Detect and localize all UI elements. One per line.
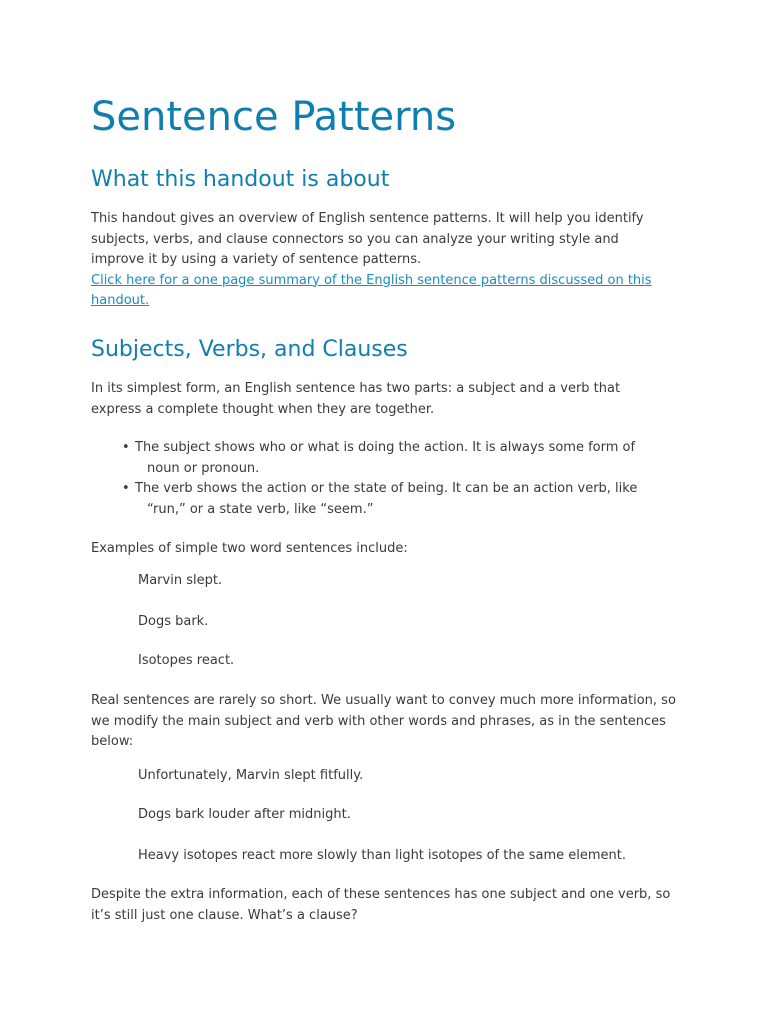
closing-paragraph: Despite the extra information, each of these sentences has one subject and one verb, so it’s still just one clause. What’s a clause? (91, 887, 671, 923)
bullet-list (122, 438, 652, 520)
bullet-icon: • (122, 440, 130, 455)
bullet-line: The verb shows the action or the state of being. It can be an action verb, like (135, 481, 638, 497)
page-title: Sentence Patterns (91, 94, 457, 140)
modified-example-sentence: Unfortunately, Marvin slept fitfully. (138, 768, 364, 783)
modified-example-sentence: Dogs bark louder after midnight. (138, 807, 351, 822)
bullet-icon: • (122, 481, 130, 497)
bullet-line: The subject shows who or what is doing the action. It is always some form of (135, 440, 636, 455)
list-item (122, 438, 652, 479)
bullet-line-continued: noun or pronoun. (147, 460, 260, 476)
real-sentences-paragraph: Real sentences are rarely so short. We usually want to convey much more information, so we modify the main subject and verb with other words and phrases, as in the sentences below: (91, 693, 676, 750)
modified-example-sentence: Heavy isotopes react more slowly than light isotopes of the same element. (138, 848, 626, 863)
section-heading-about: What this handout is about (91, 167, 390, 192)
summary-link[interactable]: Click here for a one page summary of the English sentence patterns discussed on this handout. (91, 272, 652, 309)
example-sentence: Isotopes react. (138, 653, 235, 668)
bullet-line-continued: “run,” or a state verb, like “seem.” (147, 501, 374, 517)
example-sentence: Marvin slept. (138, 573, 223, 588)
about-paragraph-text: This handout gives an overview of English sentence patterns. It will help you identify subjects, verbs, and clause connectors so you can analyze your writing style and improve it by using a variety of sentence patterns. (91, 211, 644, 268)
section-heading-subjects-verbs-clauses: Subjects, Verbs, and Clauses (91, 337, 408, 362)
examples-intro: Examples of simple two word sentences include: (91, 541, 408, 556)
about-paragraph (91, 209, 671, 312)
svc-intro-paragraph: In its simplest form, an English sentence has two parts: a subject and a verb that express a complete thought when they are together. (91, 381, 621, 417)
list-item (122, 479, 652, 520)
example-sentence: Dogs bark. (138, 614, 209, 629)
